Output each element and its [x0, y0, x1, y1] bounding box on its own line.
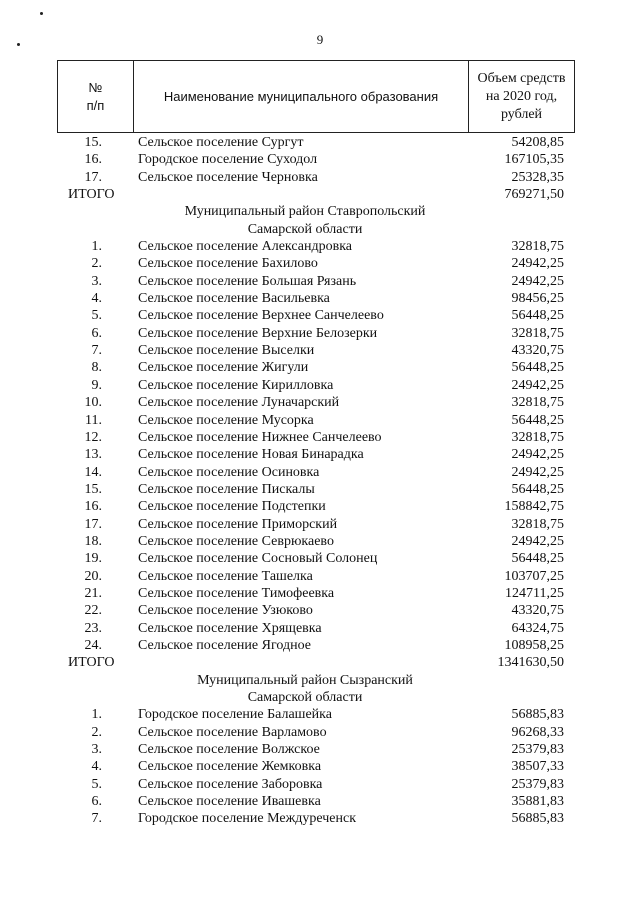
- row-number: 1.: [91, 239, 102, 255]
- municipality-name: Сельское поселение Бахилово: [138, 256, 318, 272]
- municipality-name: Городское поселение Междуреченск: [138, 811, 357, 827]
- table-row: [0, 776, 640, 793]
- row-amount: 24942,25: [511, 256, 564, 272]
- section-heading: [0, 672, 640, 689]
- table-row: [0, 238, 640, 255]
- municipality-name: Сельское поселение Сургут: [138, 135, 304, 150]
- row-amount: 56448,25: [511, 308, 564, 324]
- row-amount: 56448,25: [511, 481, 564, 497]
- row-number: 16.: [84, 152, 102, 168]
- row-number: 2.: [91, 256, 102, 272]
- row-number: 24.: [84, 637, 102, 653]
- section-title: Самарской области: [247, 690, 363, 705]
- table-row: [0, 568, 640, 585]
- row-amount: 24942,25: [511, 447, 564, 463]
- table-row: [0, 498, 640, 515]
- municipality-name: Сельское поселение Ташелка: [138, 568, 313, 584]
- table-row: [0, 307, 640, 324]
- municipality-name: Сельское поселение Нижнее Санчелеево: [138, 429, 382, 445]
- row-amount: 98456,25: [511, 291, 564, 307]
- table-row: [0, 394, 640, 411]
- municipality-name: Сельское поселение Новая Бинарадка: [138, 447, 364, 463]
- row-number: 10.: [84, 395, 102, 411]
- municipality-name: Сельское поселение Узюково: [138, 603, 313, 619]
- row-amount: 56885,83: [511, 707, 564, 723]
- table-row: [0, 585, 640, 602]
- municipality-name: Сельское поселение Жемковка: [138, 759, 322, 775]
- table-row: [0, 706, 640, 723]
- row-amount: 56448,25: [511, 412, 564, 428]
- table-row: [0, 741, 640, 758]
- table-body: [0, 134, 640, 828]
- total-amount: 769271,50: [504, 187, 564, 203]
- table-row: [0, 793, 640, 810]
- row-number: 4.: [91, 759, 102, 775]
- total-amount: 1341630,50: [497, 655, 564, 671]
- row-number: 2.: [91, 724, 102, 740]
- municipality-name: Сельское поселение Заборовка: [138, 776, 323, 792]
- row-amount: 32818,75: [511, 429, 564, 445]
- row-number: 18.: [84, 533, 102, 549]
- row-number: 21.: [84, 585, 102, 601]
- header-amount-line: на 2020 год,: [485, 88, 558, 104]
- row-number: 9.: [91, 377, 102, 393]
- row-amount: 167105,35: [504, 152, 564, 168]
- municipality-name: Сельское поселение Пискалы: [138, 481, 315, 497]
- row-number: 22.: [84, 603, 102, 619]
- row-amount: 32818,75: [511, 516, 564, 532]
- municipality-name: Сельское поселение Верхние Белозерки: [138, 325, 378, 341]
- row-number: 3.: [91, 742, 102, 758]
- section-heading: [0, 221, 640, 238]
- table-row: [0, 169, 640, 186]
- municipality-name: Сельское поселение Выселки: [138, 343, 315, 359]
- row-number: 17.: [84, 169, 102, 185]
- row-amount: 25379,83: [511, 776, 564, 792]
- municipality-name: Сельское поселение Васильевка: [138, 291, 330, 307]
- row-number: 15.: [84, 481, 102, 497]
- table-row: [0, 273, 640, 290]
- section-heading: [0, 203, 640, 220]
- municipality-name: Сельское поселение Подстепки: [138, 499, 326, 515]
- row-number: 6.: [91, 794, 102, 810]
- total-label: ИТОГО: [68, 187, 115, 203]
- row-number: 23.: [84, 620, 102, 636]
- municipality-name: Сельское поселение Варламово: [138, 724, 327, 740]
- table-row: [0, 464, 640, 481]
- table-row: [0, 446, 640, 463]
- table-row: [0, 550, 640, 567]
- row-amount: 24942,25: [511, 533, 564, 549]
- row-amount: 32818,75: [511, 239, 564, 255]
- row-amount: 35881,83: [511, 794, 564, 810]
- row-amount: 25328,35: [511, 169, 564, 185]
- row-amount: 124711,25: [505, 585, 564, 601]
- table-row: [0, 516, 640, 533]
- row-number: 6.: [91, 325, 102, 341]
- row-number: 4.: [91, 291, 102, 307]
- table-header: [57, 60, 575, 133]
- row-amount: 32818,75: [511, 395, 564, 411]
- table-row: [0, 325, 640, 342]
- row-number: 14.: [84, 464, 102, 480]
- municipality-name: Сельское поселение Ягодное: [138, 637, 311, 653]
- table-row: [0, 412, 640, 429]
- municipality-name: Сельское поселение Александровка: [138, 239, 353, 255]
- header-number-abbrev: п/п: [86, 97, 105, 113]
- municipality-name: Сельское поселение Сосновый Солонец: [138, 551, 378, 567]
- total-row: [0, 186, 640, 203]
- row-number: 5.: [91, 308, 102, 324]
- row-amount: 38507,33: [511, 759, 564, 775]
- row-number: 15.: [84, 135, 102, 150]
- row-number: 7.: [91, 811, 102, 827]
- section-heading: [0, 689, 640, 706]
- table-row: [0, 429, 640, 446]
- row-amount: 158842,75: [504, 499, 564, 515]
- table-row: [0, 255, 640, 272]
- municipality-name: Сельское поселение Приморский: [138, 516, 338, 532]
- table-row: [0, 602, 640, 619]
- table-row: [0, 637, 640, 654]
- municipality-name: Сельское поселение Волжское: [138, 742, 320, 758]
- row-amount: 24942,25: [511, 377, 564, 393]
- header-amount-line: Объем средств: [477, 70, 566, 86]
- row-amount: 43320,75: [511, 343, 564, 359]
- table-row: [0, 134, 640, 151]
- table-row: [0, 724, 640, 741]
- table-row: [0, 342, 640, 359]
- row-amount: 108958,25: [504, 637, 564, 653]
- row-number: 3.: [91, 273, 102, 289]
- table-row: [0, 481, 640, 498]
- table-row: [0, 359, 640, 376]
- row-number: 16.: [84, 499, 102, 515]
- header-name-column: Наименование муниципального образования: [134, 61, 469, 132]
- municipality-name: Сельское поселение Жигули: [138, 360, 309, 376]
- table-row: [0, 758, 640, 775]
- row-amount: 56448,25: [511, 360, 564, 376]
- municipality-name: Сельское поселение Верхнее Санчелеево: [138, 308, 384, 324]
- table-row: [0, 533, 640, 550]
- row-amount: 56448,25: [511, 551, 564, 567]
- row-amount: 56885,83: [511, 811, 564, 827]
- row-number: 13.: [84, 447, 102, 463]
- municipality-name: Городское поселение Суходол: [138, 152, 318, 168]
- row-number: 8.: [91, 360, 102, 376]
- row-amount: 24942,25: [511, 464, 564, 480]
- header-amount-line: рублей: [500, 106, 543, 122]
- row-number: 12.: [84, 429, 102, 445]
- row-number: 7.: [91, 343, 102, 359]
- municipality-name: Сельское поселение Севрюкаево: [138, 533, 334, 549]
- row-number: 19.: [84, 551, 102, 567]
- municipality-name: Городское поселение Балашейка: [138, 707, 332, 723]
- row-amount: 25379,83: [511, 742, 564, 758]
- municipality-name: Сельское поселение Мусорка: [138, 412, 314, 428]
- scan-speck: [40, 12, 43, 15]
- section-title: Муниципальный район Ставропольский: [184, 204, 426, 220]
- total-label: ИТОГО: [68, 655, 115, 671]
- row-number: 11.: [85, 412, 102, 428]
- page-number: 9: [316, 32, 324, 47]
- header-amount-column: [469, 61, 574, 132]
- row-amount: 43320,75: [511, 603, 564, 619]
- row-amount: 32818,75: [511, 325, 564, 341]
- row-amount: 64324,75: [511, 620, 564, 636]
- table-row: [0, 810, 640, 827]
- municipality-name: Сельское поселение Тимофеевка: [138, 585, 335, 601]
- row-number: 5.: [91, 776, 102, 792]
- municipality-name: Сельское поселение Ивашевка: [138, 794, 321, 810]
- row-amount: 96268,33: [511, 724, 564, 740]
- section-title: Самарской области: [247, 221, 363, 237]
- municipality-name: Сельское поселение Большая Рязань: [138, 273, 357, 289]
- table-row: [0, 620, 640, 637]
- row-amount: 24942,25: [511, 273, 564, 289]
- section-title: Муниципальный район Сызранский: [197, 672, 413, 688]
- table-row: [0, 377, 640, 394]
- row-number: 20.: [84, 568, 102, 584]
- row-number: 1.: [91, 707, 102, 723]
- municipality-name: Сельское поселение Хрящевка: [138, 620, 322, 636]
- table-row: [0, 290, 640, 307]
- row-amount: 54208,85: [511, 135, 564, 150]
- row-amount: 103707,25: [504, 568, 564, 584]
- header-number-column: [58, 61, 134, 132]
- table-row: [0, 151, 640, 168]
- municipality-name: Сельское поселение Осиновка: [138, 464, 320, 480]
- municipality-name: Сельское поселение Луначарский: [138, 395, 340, 411]
- total-row: [0, 654, 640, 671]
- header-number-symbol: №: [88, 79, 103, 95]
- municipality-name: Сельское поселение Кирилловка: [138, 377, 334, 393]
- row-number: 17.: [84, 516, 102, 532]
- municipality-name: Сельское поселение Черновка: [138, 169, 318, 185]
